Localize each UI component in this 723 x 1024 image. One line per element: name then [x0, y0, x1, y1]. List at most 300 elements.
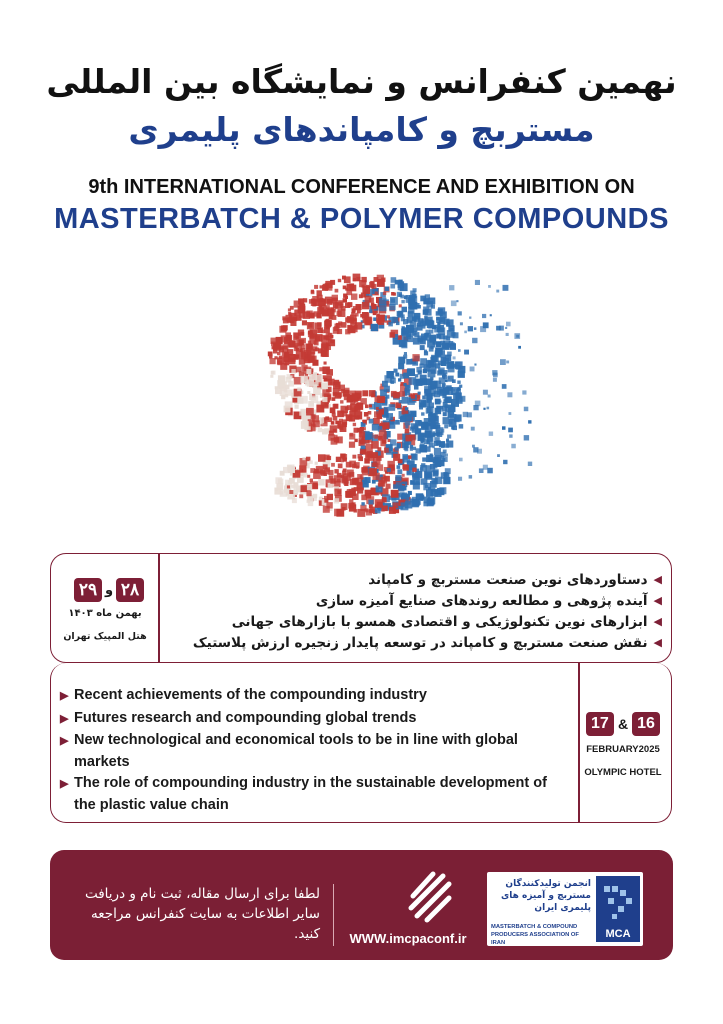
pixel-cube	[314, 285, 318, 289]
pixel-cube	[474, 327, 477, 330]
pixel-cube	[399, 400, 402, 403]
pixel-cube	[442, 383, 446, 387]
pixel-cube	[342, 411, 347, 416]
pixel-cube	[364, 412, 369, 417]
footer-instructions: لطفا برای ارسال مقاله، ثبت نام و دریافت سایر اطلاعات به سایت کنفرانس مراجعه کنید.	[84, 886, 320, 942]
pixel-cube	[352, 408, 357, 413]
pixel-cube	[292, 498, 297, 503]
pixel-cube	[400, 416, 406, 422]
pixel-cube	[326, 319, 329, 322]
pixel-cube	[447, 352, 452, 357]
pixel-cube	[369, 509, 374, 514]
pixel-cube	[503, 285, 509, 291]
list-item: ▶ The role of compounding industry in the sustainable development of the plastic value chain	[60, 773, 570, 816]
pixel-cube	[413, 379, 420, 386]
pixel-cube	[331, 307, 335, 311]
pixel-cube	[360, 427, 364, 431]
pixel-cube	[500, 359, 506, 365]
pixel-cube	[369, 310, 372, 313]
pixel-cube	[414, 426, 418, 430]
pixel-cube	[430, 337, 436, 343]
pixel-cube	[475, 401, 481, 407]
pixel-cube	[361, 277, 366, 282]
pixel-cube	[424, 316, 428, 320]
pixel-cube	[308, 501, 314, 507]
pixel-cube	[321, 383, 328, 390]
pixel-cube	[382, 506, 388, 512]
pixel-cube	[400, 283, 408, 291]
pixel-cube	[314, 469, 319, 474]
pixel-cube	[424, 497, 431, 504]
pixel-cube	[276, 483, 283, 490]
pixel-cube	[488, 285, 491, 288]
pixel-cube	[365, 434, 371, 440]
list-item: ◀ ابزارهای نوین تکنولوژیکی و اقتصادی همسو با بازارهای جهانی	[231, 613, 662, 630]
pixel-cube	[308, 344, 313, 349]
pixel-cube	[376, 315, 384, 323]
chevron-left-icon: ◀	[653, 573, 662, 586]
list-item: ▶ New technological and economical tools to be in line with global markets	[60, 730, 570, 773]
pixel-cube	[391, 490, 399, 498]
english-month: FEBRUARY2025	[586, 744, 660, 755]
pixel-cube	[370, 281, 374, 285]
pixel-cube	[359, 431, 365, 437]
pixel-cube	[436, 334, 441, 339]
pixel-cube	[289, 358, 296, 365]
pixel-cube	[388, 322, 393, 327]
pixel-cube	[327, 417, 332, 422]
pixel-cube	[385, 287, 390, 292]
pixel-cube	[322, 397, 327, 402]
pixel-cube	[371, 304, 376, 309]
chevron-right-icon: ▶	[60, 690, 69, 702]
pixel-cube	[386, 484, 391, 489]
pixel-cube	[457, 381, 460, 384]
pixel-cube	[464, 350, 469, 355]
pixel-cube	[359, 294, 363, 298]
pixel-cube	[318, 454, 326, 462]
pixel-cube	[377, 275, 384, 282]
pixel-cube	[288, 480, 292, 484]
pixel-cube	[377, 413, 383, 419]
pixel-cube	[334, 509, 342, 517]
pixel-cube	[322, 350, 329, 357]
pixel-cube	[362, 467, 368, 473]
pixel-cube	[316, 405, 324, 413]
pixel-cube	[458, 311, 462, 315]
website-link[interactable]: WWW.imcpaconf.ir	[349, 931, 467, 946]
pixel-cube	[434, 448, 441, 455]
pixel-cube	[391, 391, 397, 397]
pixel-cube	[402, 464, 407, 469]
pixel-cube	[334, 475, 341, 482]
pixel-cube	[313, 420, 320, 427]
footer-divider	[333, 884, 334, 946]
pixel-cube	[299, 340, 304, 345]
pixel-cube	[331, 438, 338, 445]
pixel-cube	[472, 445, 475, 448]
pixel-cube	[318, 348, 323, 353]
pixel-cube	[424, 389, 431, 396]
chevron-left-icon: ◀	[653, 615, 662, 628]
pixel-cube	[350, 391, 356, 397]
pixel-cube	[296, 316, 301, 321]
persian-month: بهمن ماه ۱۴۰۳	[68, 608, 142, 619]
pixel-cube	[417, 305, 421, 309]
pixel-cube	[408, 311, 414, 317]
persian-title-line1: نهمین کنفرانس و نمایشگاه بین المللی	[46, 62, 677, 101]
pixel-cube	[294, 377, 302, 385]
pixel-cube	[419, 382, 423, 386]
pixel-cube	[390, 332, 396, 338]
association-name-en: MASTERBATCH & COMPOUND PRODUCERS ASSOCIATION OF IRAN	[491, 924, 579, 946]
pixel-cube	[288, 308, 291, 311]
pixel-cube	[310, 479, 313, 482]
pixel-cube	[418, 370, 422, 374]
pixel-cube	[437, 423, 440, 426]
pixel-cube	[302, 457, 305, 460]
pixel-cube	[324, 378, 328, 382]
pixel-cube	[451, 332, 455, 336]
pixel-cube	[395, 475, 401, 481]
pixel-cube	[357, 509, 365, 517]
pixel-cube	[299, 411, 303, 415]
pixel-cube	[401, 300, 404, 303]
pixel-cube	[308, 341, 311, 344]
persian-venue: هتل المپیک تهران	[63, 631, 147, 642]
pixel-cube	[448, 411, 455, 418]
pixel-cube	[492, 370, 497, 375]
pixel-cube	[270, 358, 276, 364]
pixel-cube	[444, 424, 448, 428]
pixel-cube	[309, 333, 314, 338]
pixel-cube	[508, 428, 513, 433]
date-badge: ۲۸	[116, 578, 144, 602]
pixel-cube	[390, 284, 395, 289]
pixel-cube	[322, 309, 329, 316]
pixel-cube	[435, 353, 438, 356]
pixel-cube	[378, 480, 385, 487]
pixel-cube	[306, 408, 314, 416]
pixel-cube	[338, 300, 343, 305]
pixel-cube	[487, 407, 490, 410]
pixel-cube	[301, 345, 305, 349]
pixel-cube	[397, 469, 402, 474]
pixel-cube	[429, 330, 433, 334]
pixel-cube	[509, 434, 512, 437]
pixel-cube	[362, 302, 369, 309]
pixel-cube	[421, 412, 424, 415]
pixel-cube	[403, 355, 407, 359]
list-item: ▶ Recent achievements of the compounding industry	[60, 685, 570, 708]
pixel-cube	[347, 302, 352, 307]
pixel-cube	[314, 384, 318, 388]
pixel-cube	[271, 371, 275, 375]
english-venue: OLYMPIC HOTEL	[584, 767, 662, 778]
box-divider	[578, 663, 580, 822]
pixel-cube	[402, 441, 409, 448]
pixel-cube	[449, 419, 457, 427]
pixel-cube	[284, 406, 291, 413]
pixel-cube	[399, 304, 402, 307]
pixel-cube	[420, 296, 426, 302]
pixel-cube	[445, 454, 448, 457]
pixel-cube	[306, 491, 311, 496]
pixel-cube	[312, 303, 316, 307]
pixel-cube	[322, 342, 328, 348]
pixel-cube	[369, 419, 374, 424]
pixel-cube	[436, 341, 442, 347]
pixel-cube	[364, 317, 372, 325]
pixel-cube	[471, 427, 475, 431]
pixel-cube	[421, 463, 425, 467]
pixel-cube	[288, 312, 291, 315]
pixel-cube	[335, 289, 339, 293]
pixel-cube	[456, 361, 460, 365]
pixel-cube	[335, 392, 342, 399]
english-topic-list	[60, 685, 570, 816]
pixel-cube	[418, 338, 423, 343]
pixel-cube	[482, 314, 486, 318]
pixel-cube	[395, 420, 400, 425]
pixel-cube	[472, 338, 477, 343]
pixel-cube	[407, 368, 415, 376]
pixel-cube	[354, 439, 357, 442]
pixel-cube	[390, 439, 396, 445]
pixel-cube	[432, 433, 435, 436]
pixel-cube	[426, 489, 433, 496]
pixel-cube	[311, 396, 319, 404]
pixel-cube	[469, 317, 471, 319]
pixel-cube	[382, 397, 386, 401]
pixel-cube	[331, 463, 335, 467]
pixel-cube	[402, 474, 405, 477]
date-badge: 17	[586, 712, 614, 736]
association-acronym: MCA	[605, 928, 631, 940]
pixel-cube	[384, 424, 388, 428]
pixel-cube	[386, 371, 393, 378]
persian-dates	[64, 578, 154, 602]
pixel-cube	[408, 297, 415, 304]
pixel-cube	[426, 465, 432, 471]
pixel-cube	[372, 452, 378, 458]
pixel-cube	[448, 362, 454, 368]
pixel-cube	[404, 352, 407, 355]
pixel-cube	[435, 363, 440, 368]
pixel-cube	[401, 487, 404, 490]
pixel-cube	[460, 322, 463, 325]
chevron-right-icon: ▶	[60, 712, 69, 725]
pixel-cube	[294, 301, 301, 308]
pixel-cube	[430, 377, 433, 380]
pixel-cube	[293, 398, 298, 403]
pixel-cube	[468, 326, 473, 331]
pixel-cube	[320, 285, 323, 288]
pixel-cube	[432, 446, 435, 449]
pixel-cube	[369, 404, 372, 407]
pixel-cube	[373, 311, 377, 315]
pixel-cube	[362, 390, 368, 396]
pixel-cube	[372, 424, 379, 431]
pixel-cube	[307, 486, 312, 491]
pixel-cube	[518, 346, 521, 349]
pixel-cube	[286, 377, 292, 383]
pixel-cube	[334, 498, 339, 503]
pixel-cube	[448, 405, 456, 413]
pixel-cube	[509, 412, 512, 415]
pixel-cube	[332, 413, 336, 417]
pixel-cube	[311, 299, 315, 303]
pixel-cube	[361, 502, 364, 505]
pixel-cube	[375, 508, 381, 514]
pixel-cube	[421, 433, 425, 437]
pixel-cube	[366, 493, 371, 498]
pixel-cube	[420, 320, 426, 326]
chevron-right-icon: ▶	[60, 778, 69, 790]
pixel-cube	[322, 429, 328, 435]
pixel-cube	[374, 434, 378, 438]
pixel-cube	[502, 384, 507, 389]
pixel-cube	[443, 370, 447, 374]
pixel-cube	[330, 339, 334, 343]
pixel-cube	[389, 404, 396, 411]
pixel-cube	[393, 293, 396, 296]
pixel-cube	[506, 361, 509, 364]
chevron-right-icon: ▶	[60, 735, 69, 747]
pixel-cube	[410, 499, 414, 503]
pixel-cube	[405, 407, 408, 410]
pixel-cube	[394, 369, 398, 373]
pixel-cube	[317, 290, 322, 295]
pixel-cube	[418, 392, 421, 395]
pixel-cube	[422, 457, 426, 461]
pixel-cube	[333, 416, 338, 421]
pixel-cube	[412, 317, 417, 322]
pixel-cube	[433, 471, 439, 477]
pixel-cube	[390, 297, 398, 305]
pixel-cube	[352, 455, 356, 459]
pixel-cube	[379, 298, 387, 306]
pixel-cube	[326, 305, 330, 309]
pixel-cube	[324, 499, 328, 503]
pixel-cube	[318, 479, 325, 486]
pixel-cube	[380, 389, 387, 396]
english-title-line1: 9th INTERNATIONAL CONFERENCE AND EXHIBITION ON	[88, 176, 635, 198]
pixel-cube	[380, 441, 386, 447]
pixel-cube	[429, 298, 436, 305]
pixel-cube	[401, 342, 407, 348]
list-item: ▶ Futures research and compounding global trends	[60, 708, 570, 731]
pixel-cube	[402, 397, 409, 404]
pixel-cube	[323, 506, 330, 513]
pixel-cube	[351, 492, 355, 496]
pixel-cube	[395, 447, 399, 451]
chevron-left-icon: ◀	[653, 594, 662, 607]
pixel-cube	[405, 425, 408, 428]
pixel-cube	[295, 405, 299, 409]
pixel-cube	[452, 379, 456, 383]
pixel-cube	[427, 441, 431, 445]
pixel-cube	[458, 372, 463, 377]
pixel-cube	[441, 318, 446, 323]
pixel-cube	[303, 473, 308, 478]
pixel-cube	[393, 484, 398, 489]
pixel-cube	[458, 477, 462, 481]
pixel-cube	[415, 374, 418, 377]
pixel-cube	[315, 336, 321, 342]
pixel-cube	[437, 488, 444, 495]
pixel-cube	[364, 458, 370, 464]
pixel-cube	[420, 358, 427, 365]
pixel-cube	[410, 411, 416, 417]
pixel-cube	[511, 444, 516, 449]
pixel-cube	[528, 420, 531, 423]
pixel-cube	[408, 333, 411, 336]
pixel-cube	[479, 468, 484, 473]
box-divider	[158, 554, 160, 662]
pixel-cube	[368, 500, 373, 505]
pixel-cube	[315, 375, 322, 382]
pixel-cube	[445, 468, 451, 474]
pixel-cube	[505, 327, 507, 329]
pixel-cube	[474, 364, 476, 366]
pixel-cube	[496, 326, 501, 331]
pixel-cube	[424, 364, 431, 371]
pixel-cube	[413, 288, 417, 292]
pixel-cube	[412, 354, 419, 361]
pixel-cube	[421, 422, 428, 429]
pixel-cube	[395, 373, 399, 377]
pixel-cube	[363, 420, 367, 424]
pixel-cube	[443, 412, 447, 416]
pixel-cube	[319, 367, 323, 371]
pixel-cube	[411, 394, 415, 398]
pixel-cube	[401, 502, 409, 510]
pixel-cube	[347, 284, 354, 291]
pixel-cube	[434, 425, 437, 428]
pixel-cube	[440, 389, 443, 392]
pixel-cube	[436, 311, 441, 316]
pixel-cube	[443, 387, 449, 393]
persian-title-line2: مستربچ و کامپاندهای پلیمری	[128, 110, 595, 149]
pixel-cube	[341, 322, 347, 328]
pixel-cube	[354, 487, 358, 491]
pixel-cube	[453, 389, 455, 391]
pixel-cube	[469, 475, 473, 479]
pixel-cube	[416, 448, 421, 453]
pixel-cube	[349, 442, 355, 448]
pixel-cube	[277, 357, 284, 364]
pixel-cube	[449, 285, 454, 290]
pixel-cube	[279, 346, 283, 350]
pixel-cube	[358, 306, 361, 309]
pixel-cube	[441, 452, 446, 457]
pixel-cube	[354, 462, 360, 468]
persian-topic-list	[166, 569, 662, 653]
pixel-cube	[296, 351, 304, 359]
pixel-cube	[302, 320, 307, 325]
pixel-cube	[313, 311, 318, 316]
pixel-cube	[354, 428, 359, 433]
pixel-cube	[337, 311, 342, 316]
pixel-cube	[445, 379, 448, 382]
pixel-cube	[455, 392, 461, 398]
pixel-cube	[348, 503, 354, 509]
pixel-cube	[378, 426, 382, 430]
pixel-cube	[361, 398, 367, 404]
pixel-cube	[467, 412, 472, 417]
date-badge: ۲۹	[74, 578, 102, 602]
